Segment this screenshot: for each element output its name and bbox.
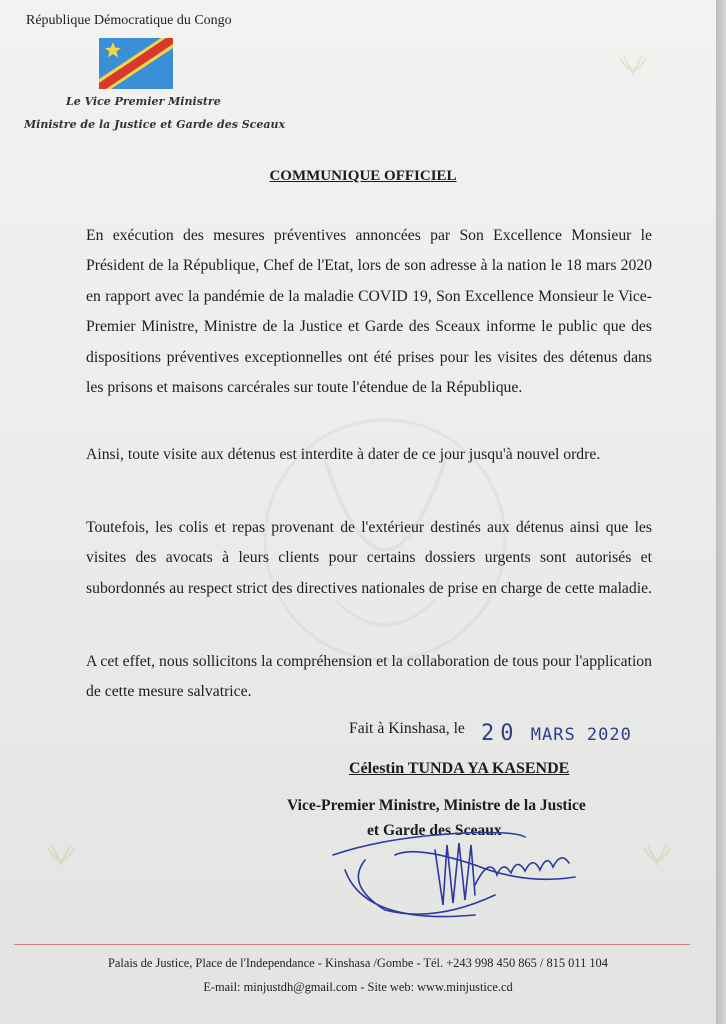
handwritten-signature-icon <box>325 815 585 925</box>
watermark-emblem-icon <box>44 842 78 876</box>
footer-contact: E-mail: minjustdh@gmail.com - Site web: www.minjustice.cd <box>203 980 513 994</box>
signatory-name: Célestin TUNDA YA KASENDE <box>349 760 570 777</box>
paragraph-2: Ainsi, toute visite aux détenus est interdite à dater de ce jour jusqu'à nouvel ordre. <box>86 446 601 463</box>
country-name: République Démocratique du Congo <box>26 13 232 28</box>
paragraph-4: A cet effet, nous sollicitons la compréhension et la collaboration de tous pour l'application de cette mesure salvatrice. <box>86 653 652 701</box>
ministry-title-line2: Ministre de la Justice et Garde des Sceaux <box>24 118 286 131</box>
footer-divider <box>14 944 690 945</box>
footer-address: Palais de Justice, Place de l'Independance - Kinshasa /Gombe - Tél. +243 998 450 865 / 815 011 104 <box>108 956 608 970</box>
page-edge-shadow <box>716 0 726 1024</box>
watermark-emblem-icon <box>616 52 650 86</box>
watermark-emblem-icon <box>640 842 674 876</box>
signatory-role-line1: Vice-Premier Ministre, Ministre de la Justice <box>287 797 586 814</box>
paragraph-1: En exécution des mesures préventives annoncées par Son Excellence Monsieur le Président de la République, Chef de l'Etat, lors de son adresse à la nation le 18 mars 2020 en rapport avec la pandémie de la maladie COVID 19, Son Excellence Monsieur le Vice-Premier Ministre, Ministre de la Justice et Garde des Sceaux informe le public que des dispositions préventives exceptionnelles ont été prises pour les visites des détenus dans les prisons et maisons carcérales sur toute l'étendue de la République. <box>86 227 652 397</box>
ministry-title-line1: Le Vice Premier Ministre <box>66 95 221 108</box>
date-stamp-day: 20 <box>481 721 520 746</box>
document-title: COMMUNIQUE OFFICIEL <box>269 168 457 184</box>
date-stamp <box>481 721 632 746</box>
drc-flag-icon <box>99 38 173 89</box>
date-stamp-month-year: MARS 2020 <box>530 725 632 745</box>
place-and-date-label: Fait à Kinshasa, le <box>349 720 465 737</box>
paragraph-3: Toutefois, les colis et repas provenant de l'extérieur destinés aux détenus ainsi que les visites des avocats à leurs clients pour certains dossiers urgents sont autorisés et subordonnés au respect strict des directives nationales de prise en charge de cette maladie. <box>86 519 652 597</box>
signatory-role-line2: et Garde des Sceaux <box>367 822 502 839</box>
